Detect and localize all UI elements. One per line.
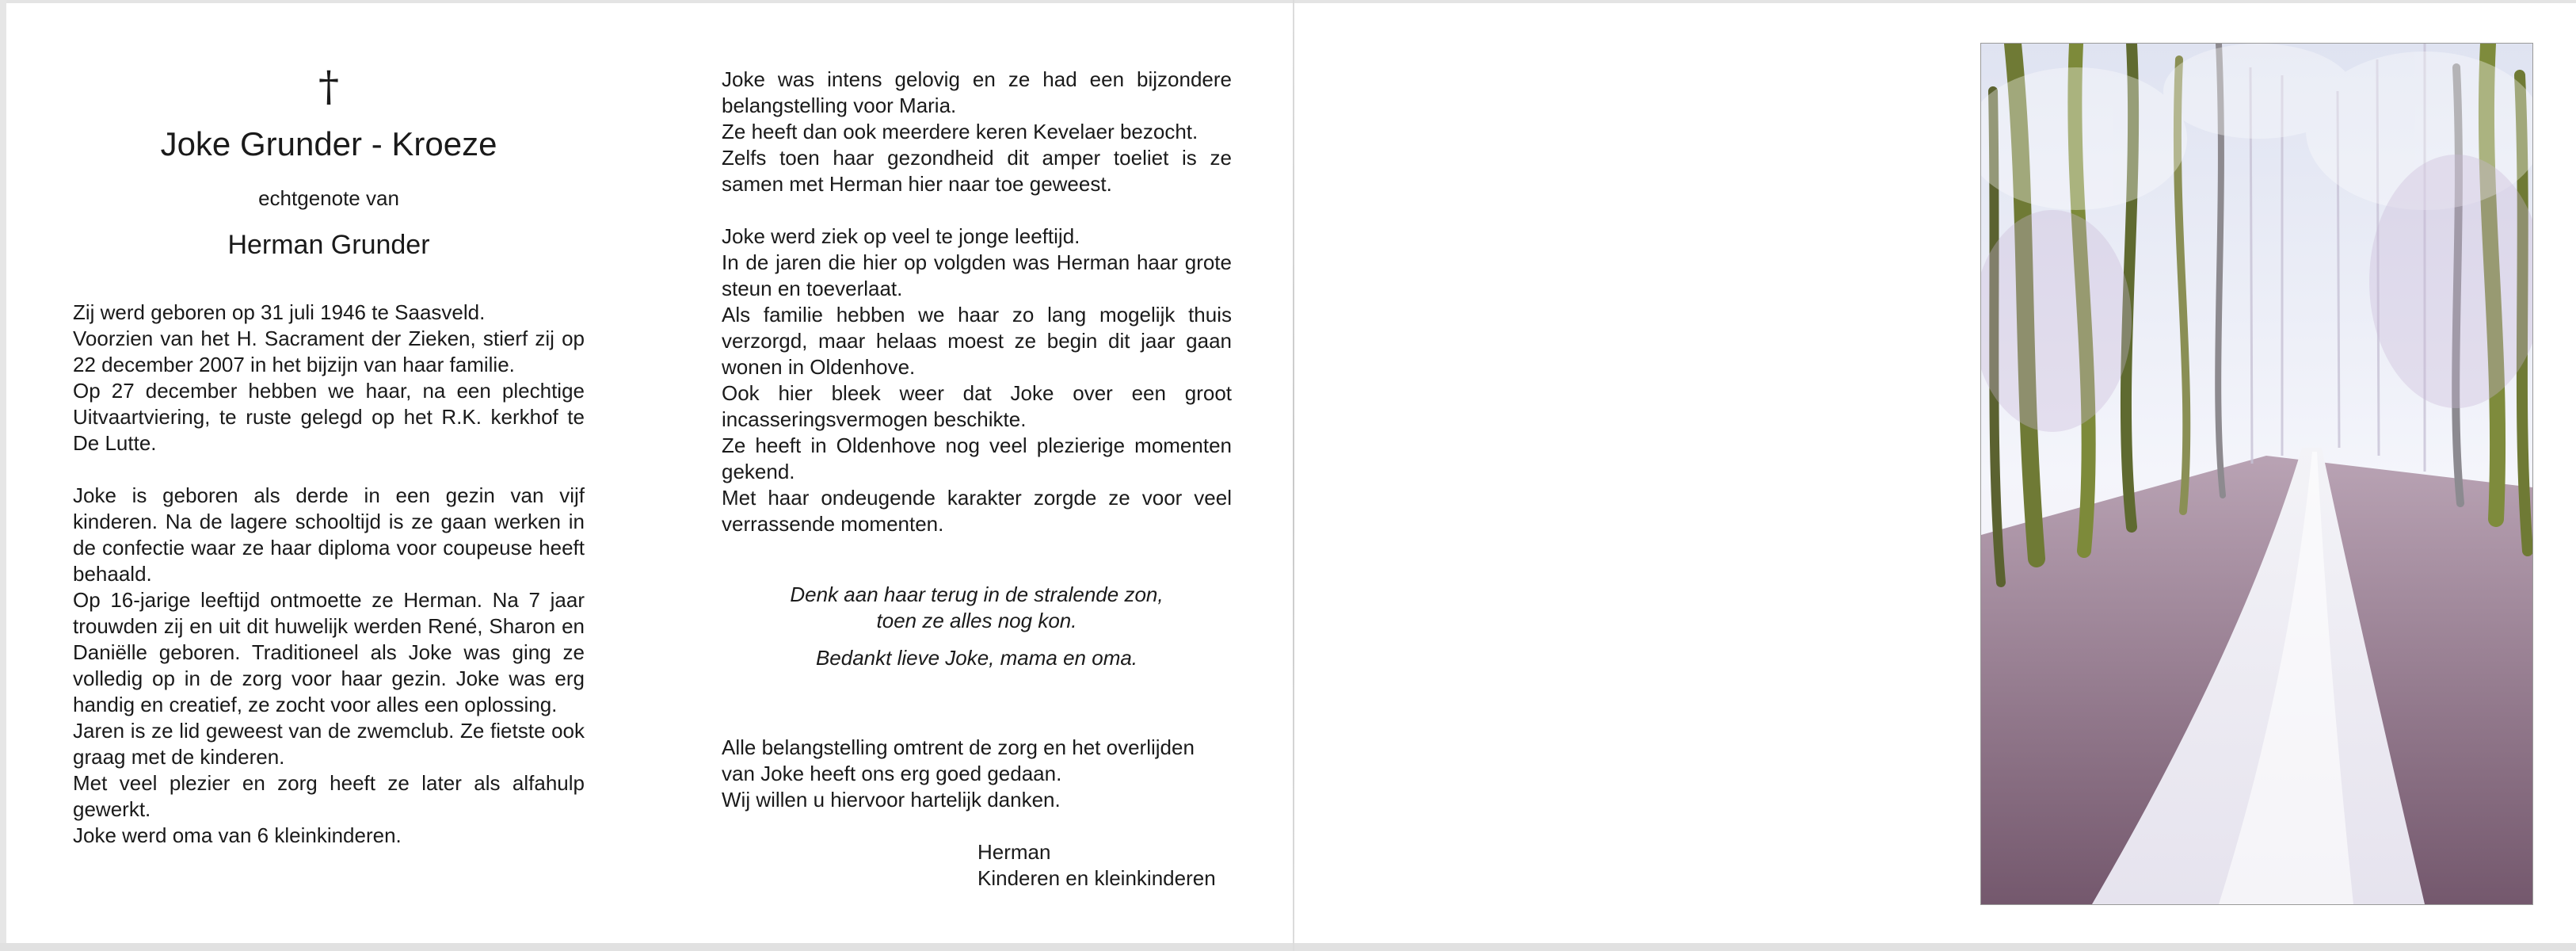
faith-paragraph: Joke was intens gelovig en ze had een bijzondere belangstelling voor Maria. Ze heeft dan ook meerdere keren Kevelaer bezocht. Zelfs toen haar gezondheid dit amper toeliet is ze samen met Herman hier naar toe geweest. (722, 67, 1232, 196)
winter-forest-photo (1980, 43, 2533, 905)
signature-line: Herman (977, 840, 1051, 864)
bio-paragraph: Zij werd geboren op 31 juli 1946 te Saasveld. Voorzien van het H. Sacrament der Zieken, stierf zij op 22 december 2007 in het bijzijn van haar familie. Op 27 december hebben we haar, na een plechtige Uitvaartviering, te ruste gelegd op het R.K. kerkhof te De Lutte. (73, 300, 585, 455)
verse-line: toen ze alles nog kon. (876, 609, 1077, 632)
signature-line: Kinderen en kleinkinderen (977, 866, 1216, 890)
thanks-line: van Joke heeft ons erg goed gedaan. (722, 762, 1062, 785)
verse-thanks: Bedankt lieve Joke, mama en oma. (815, 646, 1138, 670)
thanks-line: Alle belangstelling omtrent de zorg en het overlijden (722, 735, 1195, 759)
spouse-label: echtgenote van (258, 186, 399, 210)
spouse-name: Herman Grunder (227, 230, 430, 260)
card-fold-line (1293, 0, 1294, 951)
thanks-line: Wij willen u hiervoor hartelijk danken. (722, 788, 1061, 812)
left-panel (73, 55, 585, 849)
signature (977, 839, 1232, 892)
verse-line: Denk aan haar terug in de stralende zon, (790, 582, 1164, 606)
winter-path-illustration (1981, 44, 2532, 904)
paper-edge-left (0, 0, 6, 951)
deceased-name: Joke Grunder - Kroeze (160, 125, 497, 162)
paper-edge-top (0, 0, 2576, 3)
memorial-verse (722, 582, 1232, 671)
thanks-note (722, 735, 1232, 813)
bio-paragraph: Joke is geboren als derde in een gezin van vijf kinderen. Na de lagere schooltijd is ze gaan werken in de confectie waar ze haar diploma voor coupeuse heeft behaald. Op 16-jarige leeftijd ontmoette ze Herman. Na 7 jaar trouwden zij en uit dit huwelijk werden René, Sharon en Daniëlle geboren. Traditioneel als Joke was ging ze volledig op in de zorg voor haar gezin. Joke was erg handig en creatief, ze zocht voor alles een oplossing. Jaren is ze lid geweest van de zwemclub. Ze fietste ook graag met de kinderen. Met veel plezier en zorg heeft ze later als alfahulp gewerkt. Joke werd oma van 6 kleinkinderen. (73, 483, 585, 847)
illness-paragraph: Joke werd ziek op veel te jonge leeftijd. In de jaren die hier op volgden was Herman haar grote steun en toeverlaat. Als familie hebben we haar zo lang mogelijk thuis verzorgd, maar helaas moest ze begin dit jaar gaan wonen in Oldenhove. Ook hier bleek weer dat Joke over een groot incasseringsvermogen beschikte. Ze heeft in Oldenhove nog veel plezierige momenten gekend. Met haar ondeugende karakter zorgde ze voor veel verrassende momenten. (722, 224, 1232, 536)
cross-icon: † (318, 63, 339, 111)
paper-edge-bottom (0, 943, 2576, 951)
biography (73, 300, 585, 849)
middle-panel (722, 67, 1232, 892)
